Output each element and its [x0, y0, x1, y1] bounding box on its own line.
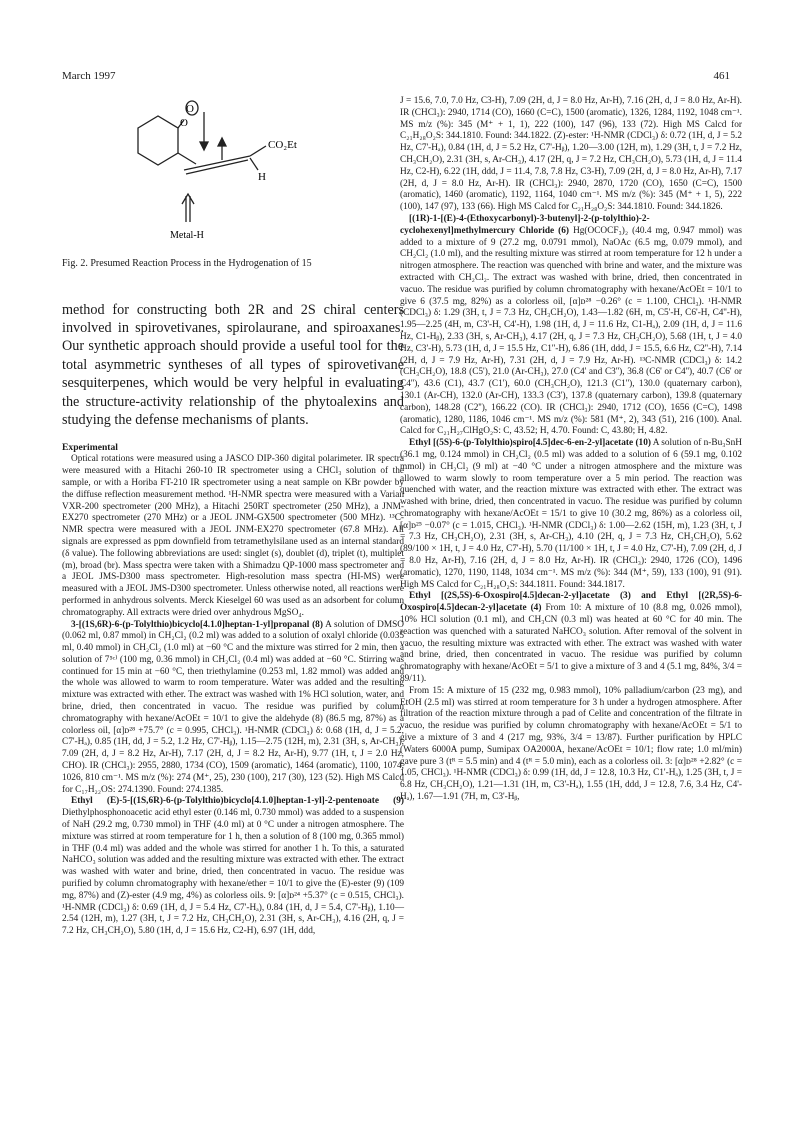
instruments-paragraph: Optical rotations were measured using a JASCO DIP-360 digital polarimeter. IR spectra were measured with a Hitachi 260-10 IR spectrometer using a CHCl₃ solution of the sample, or with a Horiba FT-210 IR spectrometer using a neat sample on KBr powder by the diffuse reflection measurement method. ¹H-NMR spectra were measured with a Varian VXR-200 spectrometer (200 MHz), a Hitachi 250RT spectrometer (250 MHz), a JNM-EX270 spectrometer (270 MHz) or a JEOL JNM-GX500 spectrometer (500 MHz). ¹³C-NMR spectra were measured with a JEOL JNM-EX270 spectrometer (67.8 MHz). All signals are expressed as ppm downfield from tetramethylsilane used as an internal standard (δ value). The following abbreviations are used: singlet (s), doublet (d), triplet (t), multiplet (m), broad (br). Mass spectra were taken with a Shimadzu QP-1000 mass spectrometer and a JEOL JMS-D300 mass spectrometer. High-resolution mass spectra (HI-MS) were measured with a JEOL JMS-D300 spectrometer. Unless otherwise noted, all reactions were performed in anhydrous solvents. Merck Kieselgel 60 was used as an adsorbent for column chromatography. All extracts were dried over anhydrous MgSO₄. — [62, 454, 404, 618]
right-column — [400, 96, 742, 804]
compound-6-procedure: Hg(OCOCF₃)₂ (40.4 mg, 0.947 mmol) was added to a mixture of 9 (27.2 mg, 0.0791 mmol), NaOAc (6.5 mg, 0.079 mmol), and CH₂Cl₂ (1.0 ml), and the resulting mixture was stirred at room temperature for 12 h under a nitrogen atmosphere. The reaction was quenched with brine and water, and the mixture was extracted with CH₂Cl₂. The extract was washed with brine, dried, then concentrated in vacuo. The residue was purified by column chromatography with hexane/AcOEt = 10/1 to give 6 (37.5 mg, 82%) as a colorless oil, [α]ᴅ²⁸ −0.26° (c = 1.100, CHCl₃). ¹H-NMR (CDCl₃) δ: 1.29 (3H, t, J = 7.3 Hz, CH₃CH₂O), 1.43—1.82 (6H, m, C5'-H, C6'-H, C4''-H), 1.95—2.25 (4H, m, C3'-H, C4'-H), 1.98 (1H, d, J = 11.6 Hz, C1-Hₐ), 2.09 (1H, d, J = 11.6 Hz, C1-Hᵦ), 2.33 (3H, s, Ar-CH₃), 4.17 (2H, q, J = 7.3 Hz, CH₃CH₂O), 5.68 (1H, t, J = 4.0 Hz, C3'-H), 5.73 (1H, d, J = 15.5 Hz, C1''-H), 6.86 (1H, ddd, J = 15.5, 6.6 Hz, C2''-H), 7.14 (2H, d, J = 7.9 Hz, Ar-H), 7.31 (2H, d, J = 7.9 Hz, Ar-H). ¹³C-NMR (CDCl₃) δ: 14.2 (CH₃CH₂O), 18.8 (C5'), 21.0 (Ar-CH₃), 27.0 (C4' and C3''), 36.8 (C6' or C4''), 40.7 (C6' or C4''), 43.6 (C1), 43.7 (C1'), 60.0 (CH₃CH₂O), 121.3 (C1''), 130.0 (quaternary carbon), 130.1 (Ar-CH), 132.0 (Ar-CH), 133.3 (C3'), 137.8 (quaternary carbon), 139.8 (quaternary carbon), 148.28 (C2''), 166.22 (CO). IR (CHCl₃): 2940, 1712 (CO), 1656 (C=C), 1498 (aromatic), 1280, 1186, 1046 cm⁻¹. MS m/z (%): 581 (M⁺, 2), 343 (51), 216 (100). Anal. Calcd for C₂₁H₂₇ClHgO₂S: C, 43.52; H, 4.70. Found: C, 43.80; H, 4.82. — [400, 225, 743, 437]
compound-10-title: Ethyl [(5S)-6-(p-Tolylthio)spiro[4.5]dec-6-en-2-yl]acetate (10) — [409, 438, 651, 449]
compound-10-procedure: A solution of n-Bu₃SnH (36.1 mg, 0.124 mmol) in CH₂Cl₂ (0.5 ml) was added to a solution of 6 (59.1 mg, 0.102 mmol) in CH₂Cl₂ (9 ml) at −40 °C under a nitrogen atmosphere and the mixture was allowed to warm slowly to room temperature over a 5 min period. The reaction was quenched with water, and the reaction mixture was extracted with ether. The extract was washed with brine, dried, then concentrated in vacuo. The residue was purified by column chromatography with hexane/AcOEt = 15/1 to give 10 (30.2 mg, 86%) as a colorless oil, [α]ᴅ²⁵ −0.07° (c = 1.015, CHCl₃). ¹H-NMR (CDCl₃) δ: 1.00—2.62 (15H, m), 1.23 (3H, t, J = 7.3 Hz, CH₃CH₂O), 2.31 (3H, s, Ar-CH₃), 4.10 (2H, q, J = 7.3 Hz, CH₃CH₂O), 5.62 (89/100 × 1H, t, J = 4.0 Hz, C7'-H), 5.70 (11/100 × 1H, t, J = 4.0 Hz, C7'-H), 7.09 (2H, d, J = 8.0 Hz, Ar-H), 7.16 (2H, d, J = 8.0 Hz, Ar-H). IR (CHCl₃): 2940, 1726 (CO), 1496 (aromatic), 1270, 1190, 1148, 1034 cm⁻¹. MS m/z (%): 344 (M⁺, 59), 133 (100), 91 (91). High MS Calcd for C₂₁H₂₈O₂S: 344.1811. Found: 344.1817. — [400, 438, 742, 590]
lead-paragraph: method for constructing both 2R and 2S chiral centers involved in spirovetivanes, spirolaurane, and spiroaxanes. Our synthetic approach should provide a useful tool for the total asymmetric syntheses of all types of spirovetivane sesquiterpenes, which would be very helpful in evaluating the structure-activity relationship of the phytoalexins and studying the defense mechanisms of plants. — [62, 301, 404, 428]
metal-hydride-label: Metal-H — [170, 230, 204, 241]
compound-9-title: Ethyl (E)-5-[(1S,6R)-6-(p-Tolylthio)bicyclo[4.1.0]heptan-1-yl]-2-pentenoate (9) — [71, 796, 404, 807]
figure-2 — [62, 96, 404, 256]
ester-group-label: CO₂Et — [268, 139, 297, 151]
compounds-3-4-from-15: From 15: A mixture of 15 (232 mg, 0.983 mmol), 10% palladium/carbon (23 mg), and EtOH (2.5 ml) was stirred at room temperature for 3 h under a hydrogen atmosphere. After filtration of the reaction mixture through a pad of Celite and concentration of the filtrate in vacuo, the residue was purified by column chromatography with hexane/AcOEt = 5/1 to give a mixture of 3 and 4 (217 mg, 93%, 3/4 = 13/87). Further purification by HPLC (Waters 6000A pump, Sumipax OA2000A, hexane/AcOEt = 10/1; flow rate; 1.0 ml/min) gave pure 3 (tᴿ = 5.5 min) and 4 (tᴿ = 5.0 min), each as a colorless oil. 3: [α]ᴅ²⁸ +2.82° (c = 1.05, CHCl₃). ¹H-NMR (CDCl₃) δ: 0.99 (1H, dd, J = 12.8, 10.3 Hz, C1'-Hₐ), 1.25 (3H, t, J = 6.8 Hz, CH₃CH₂O), 1.21—1.31 (1H, m, C3'-Hₐ), 1.55 (1H, ddd, J = 12.8, 7.6, 3.4 Hz, C4'-Hₐ), 1.67—1.91 (7H, m, C3'-Hᵦ, — [400, 685, 742, 803]
compounds-3-4-title: Ethyl [(2S,5S)-6-Oxospiro[4.5]decan-2-yl]acetate (3) and Ethyl [(2R,5S)-6-Oxospiro[4.5]decan-2-yl]acetate (4) — [400, 591, 742, 614]
oxygen-label-ring: O — [186, 103, 194, 115]
running-header-date: March 1997 — [62, 70, 116, 82]
compound-8-title: 3-[(1S,6R)-6-(p-Tolylthio)bicyclo[4.1.0]heptan-1-yl]propanal (8) — [71, 619, 323, 630]
hydrogen-label: H — [258, 171, 266, 183]
compound-9-continued: J = 15.6, 7.0, 7.0 Hz, C3-H), 7.09 (2H, d, J = 8.0 Hz, Ar-H), 7.16 (2H, d, J = 8.0 Hz, Ar-H). IR (CHCl₃): 2940, 1714 (CO), 1660 (C=C), 1500 (aromatic), 1326, 1284, 1192, 1048 cm⁻¹. MS m/z (%): 345 (M⁺ + 1, 1), 222 (100), 147 (96), 133 (72). High MS Calcd for C₂₁H₂₈O₂S: 344.1810. Found: 344.1822. (Z)-ester: ¹H-NMR (CDCl₃) δ: 0.72 (1H, d, J = 5.2 Hz, C7'-Hₐ), 0.84 (1H, d, J = 5.2 Hz, C7'-Hᵦ), 1.20—3.00 (12H, m), 1.29 (3H, t, J = 7.2 Hz, CH₃CH₂O), 2.31 (3H, s, Ar-CH₃), 4.17 (2H, q, J = 7.2 Hz, CH₃CH₂O), 5.73 (1H, d, J = 11.4 Hz, C2-H), 6.22 (1H, ddd, J = 11.4, 7.8, 7.8 Hz, C3-H), 7.09 (2H, d, J = 8.0 Hz, Ar-H), 7.17 (2H, d, J = 8.0 Hz, Ar-H). IR (CHCl₃): 2940, 2870, 1720 (CO), 1650 (C=C), 1500 (aromatic), 1460 (aromatic), 1192, 1164, 1040 cm⁻¹. MS m/z (%): 345 (M⁺ + 1, 5), 222 (100), 147 (97), 133 (66). High MS Calcd for C₂₁H₂₈O₂S: 344.1810. Found: 344.1826. — [400, 96, 743, 213]
reaction-scheme-drawing — [100, 98, 300, 248]
page-number: 461 — [713, 70, 730, 82]
section-heading-experimental: Experimental — [62, 442, 118, 454]
compounds-3-4-from-10: From 10: A mixture of 10 (8.8 mg, 0.026 mmol), 10% HCl solution (0.1 ml), and CH₃CN (0.3 ml) was heated at 60 °C for 40 min. The reaction was quenched with a saturated NaHCO₃ solution. After removal of the solvent in vacuo, the resulting mixture was extracted with ether. The extract was washed with water and brine, dried, then concentrated in vacuo. The residue was purified by column chromatography with hexane/AcOEt = 5/1 to give a mixture of 3 and 4 (5.1 mg, 84%, 3/4 = 89/11). — [400, 603, 743, 685]
left-column — [62, 96, 404, 938]
compound-8-procedure: A solution of DMSO (0.062 ml, 0.87 mmol) in CH₂Cl₂ (0.2 ml) was added to a solution of oxalyl chloride (0.035 ml, 0.40 mmol) in CH₂Cl₂ (1.0 ml) at −60 °C and the mixture was stirred for 2 min, then a solution of 7⁵ᶜ⁾ (100 mg, 0.36 mmol) in CH₂Cl₂ (0.4 ml) was added at −60 °C. Stirring was continued for 15 min at −60 °C, then triethylamine (0.253 ml, 1.82 mmol) was added and the whole was allowed to warm to room temperature. Water was added and the resulting mixture was extracted with ether. The extract was washed with 1% HCl solution, water, and brine, dried, then concentrated in vacuo. The residue was purified by column chromatography with hexane/AcOEt = 10/1 to give the aldehyde (8) (86.5 mg, 87%) as a colorless oil, [α]ᴅ²⁸ +75.7° (c = 0.995, CHCl₃). ¹H-NMR (CDCl₃) δ: 0.68 (1H, d, J = 5.2, C7'-Hₐ), 0.85 (1H, dd, J = 5.2, 1.2 Hz, C7'-Hᵦ), 1.15—2.75 (12H, m), 2.31 (3H, s, Ar-CH₃), 7.09 (2H, d, J = 8.2 Hz, Ar-H), 7.17 (2H, d, J = 8.2 Hz, Ar-H), 9.77 (1H, t, J = 2.0 Hz, CHO). IR (CHCl₃): 2955, 2880, 1734 (CO), 1509 (aromatic), 1464 (aromatic), 1100, 1074, 1026, 810 cm⁻¹. MS m/z (%): 274 (M⁺, 25), 230 (100), 217 (30), 123 (52). High MS Calcd for C₁₇H₂₂OS: 274.1390. Found: 274.1385. — [62, 619, 405, 795]
figure-caption: Fig. 2. Presumed Reaction Process in the Hydrogenation of 15 — [62, 258, 312, 269]
compound-6-title: [(1R)-1-[(E)-4-(Ethoxycarbonyl)-3-butenyl]-2-(p-tolylthio)-2-cyclohexenyl]methylmercury Chloride (6) — [400, 213, 650, 236]
compound-9-procedure: Diethylphosphonoacetic acid ethyl ester (0.146 ml, 0.730 mmol) was added to a suspension of NaH (29.2 mg, 0.730 mmol) in THF (4.0 ml) at 0 °C under a nitrogen atmosphere. The mixture was stirred at room temperature for 1 h, then a solution of 8 (100 mg, 0.365 mmol) in THF (0.4 ml) was added and the whole was stirred for another 1 h. To this, a saturated NaHCO₃ solution was added and the resulting mixture was extracted with ether. The extract was washed with water and brine, dried, then concentrated in vacuo. The residue was purified by column chromatography with hexane/ether = 10/1 to give the (E)-ester (9) (109 mg, 87%) and (Z)-ester (4.9 mg, 4%) as colorless oils. 9: [α]ᴅ²⁴ +5.37° (c = 0.515, CHCl₃). ¹H-NMR (CDCl₃) δ: 0.69 (1H, d, J = 5.4 Hz, C7'-Hₐ), 0.84 (1H, d, J = 5.4, C7'-Hᵦ), 1.10—2.54 (12H, m), 1.27 (3H, t, J = 7.2 Hz, CH₃CH₂O), 2.31 (3H, s, Ar-CH₃), 4.16 (2H, q, J = 7.2 Hz, CH₃CH₂O), 5.80 (1H, d, J = 15.6 Hz, C2-H), 6.97 (1H, ddd, — [62, 808, 404, 937]
oxygen-label-top: O — [180, 117, 188, 129]
